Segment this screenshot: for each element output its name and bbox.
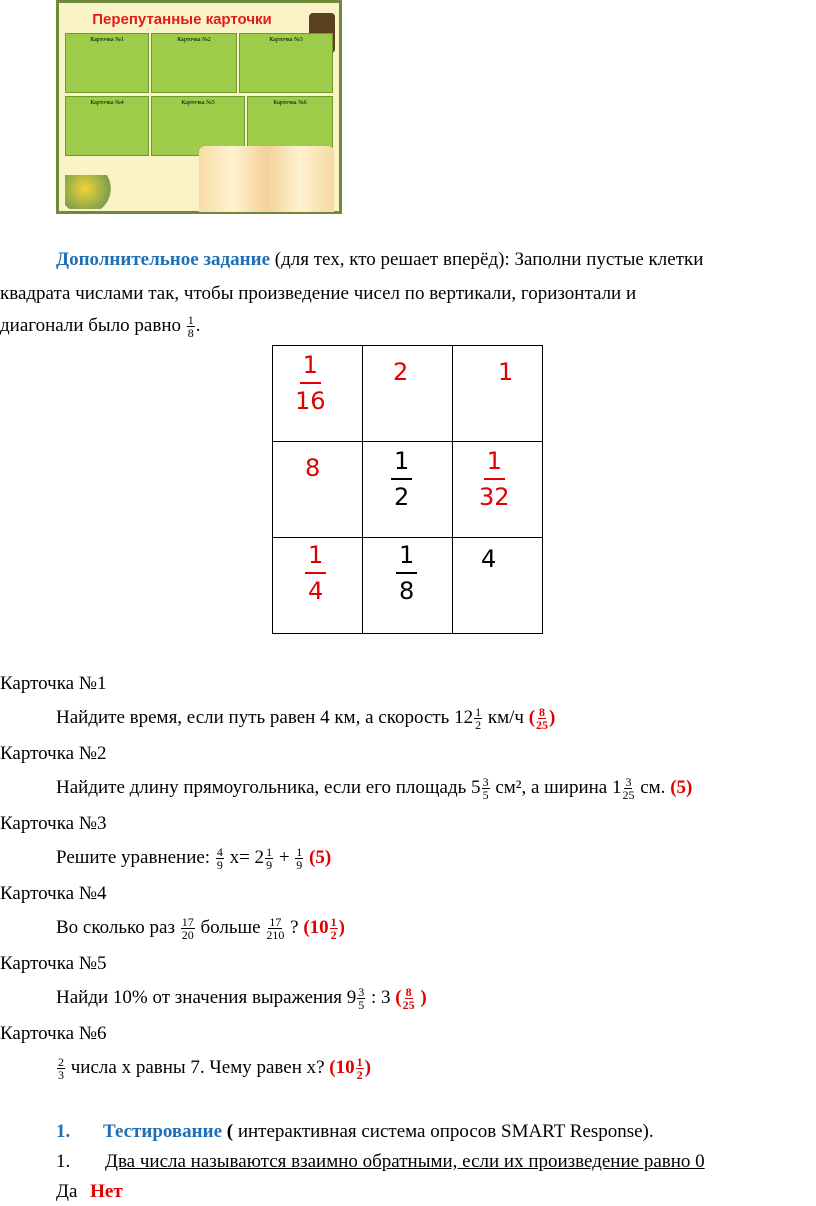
answer: (10 $\frac{1}{2}$ ) xyxy=(303,915,345,943)
card-task: Найдите время, если путь равен 4 км, а скорость 12 $\frac{1}{2}$ км/ч ( $\frac{8}{25}$ ) xyxy=(56,705,556,733)
answer: (5) xyxy=(670,777,693,798)
answer: ( $\frac{8}{25}$ ) xyxy=(528,705,556,733)
cell-value: 2 xyxy=(393,358,409,386)
extra-task-heading: Дополнительное задание xyxy=(56,249,271,270)
image-card-5: Карточка №5 xyxy=(151,96,245,156)
fraction: $\frac{1}{2}$ xyxy=(330,915,337,943)
cell-fraction: $\frac{1}{4}$ xyxy=(305,538,326,608)
image-card-6: Карточка №6 xyxy=(247,96,333,148)
card-label: Карточка №1 xyxy=(0,673,107,694)
square-cell xyxy=(453,538,543,634)
question-1 xyxy=(56,1150,705,1174)
fraction: $\frac{1}{2}$ xyxy=(475,705,482,733)
cell-fraction: $\frac{1}{16}$ xyxy=(295,348,326,418)
cell-value: 8 xyxy=(305,454,321,482)
fraction: $\frac{17}{210}$ xyxy=(266,915,285,943)
square-cell xyxy=(273,538,363,634)
square-cell xyxy=(363,346,453,442)
curtain-image xyxy=(199,146,334,212)
cell-fraction: $\frac{1}{8}$ xyxy=(396,538,417,608)
fraction: $\frac{3}{5}$ xyxy=(482,775,489,803)
square-cell xyxy=(453,442,543,538)
extra-task-line-2: квадрата числами так, чтобы произведение чисел по вертикали, горизонтали и xyxy=(0,283,637,304)
fraction: $\frac{1}{2}$ xyxy=(356,1055,363,1083)
answer: ( $\frac{8}{25}$ ) xyxy=(395,985,427,1013)
magic-square xyxy=(272,345,543,634)
square-cell xyxy=(363,442,453,538)
image-card-2: Карточка №2 xyxy=(151,33,237,93)
extra-task-line-3: диагонали было равно $\frac{1}{8}$ . xyxy=(0,313,201,341)
option-no-answer: Нет xyxy=(90,1181,123,1202)
card-label: Карточка №3 xyxy=(0,813,107,834)
card-label: Карточка №5 xyxy=(0,953,107,974)
card-task: $\frac{2}{3}$ числа x равны 7. Чему равен x? (10 $\frac{1}{2}$ ) xyxy=(58,1055,371,1083)
cell-fraction: $\frac{1}{2}$ xyxy=(391,444,412,514)
testing-heading: Тестирование xyxy=(103,1121,223,1142)
decoration-image xyxy=(65,175,115,209)
fraction: $\frac{17}{20}$ xyxy=(181,915,194,943)
image-card-1: Карточка №1 xyxy=(65,33,149,93)
square-cell xyxy=(363,538,453,634)
answer-options xyxy=(56,1180,123,1204)
card-task: Во сколько раз $\frac{17}{20}$ больше $\frac{17}{210}$ ? (10 $\frac{1}{2}$ ) xyxy=(56,915,345,943)
square-cell xyxy=(273,442,363,538)
card-label: Карточка №4 xyxy=(0,883,107,904)
option-yes: Да xyxy=(56,1181,78,1202)
card-label: Карточка №2 xyxy=(0,743,107,764)
fraction: $\frac{3}{5}$ xyxy=(358,985,365,1013)
card-task: Решите уравнение: $\frac{4}{9}$ x= 2 $\frac{1}{9}$ + $\frac{1}{9}$ (5) xyxy=(56,845,332,873)
text: диагонали было равно xyxy=(0,315,181,336)
cell-value: 4 xyxy=(481,545,497,573)
fraction: $\frac{4}{9}$ xyxy=(216,845,223,873)
card-task: Найди 10% от значения выражения 9 $\frac{3}{5}$ : 3 ( $\frac{8}{25}$ ) xyxy=(56,985,427,1013)
text: интерактивная система опросов SMART Response). xyxy=(237,1121,654,1142)
cell-fraction: $\frac{1}{32}$ xyxy=(479,444,510,514)
fraction: $\frac{1}{8}$ xyxy=(187,313,194,341)
question-text: Два числа называются взаимно обратными, если их произведение равно 0 xyxy=(105,1151,705,1172)
fraction: $\frac{1}{9}$ xyxy=(266,845,273,873)
extra-task-line-1 xyxy=(56,248,703,272)
square-row xyxy=(273,538,543,634)
cell-value: 1 xyxy=(498,358,514,386)
square-row xyxy=(273,346,543,442)
answer: (5) xyxy=(304,847,332,868)
square-cell xyxy=(273,346,363,442)
card-task: Найдите длину прямоугольника, если его площадь 5 $\frac{3}{5}$ см², а ширина 1 $\frac{3}{25}$ см. (5) xyxy=(56,775,693,803)
square-cell xyxy=(453,346,543,442)
fraction: $\frac{8}{25}$ xyxy=(536,705,549,733)
worksheet-image xyxy=(56,0,342,214)
image-card-4: Карточка №4 xyxy=(65,96,149,156)
fraction: $\frac{2}{3}$ xyxy=(58,1055,64,1083)
question-number: 1. xyxy=(56,1151,71,1172)
card-label: Карточка №6 xyxy=(0,1023,107,1044)
fraction: $\frac{3}{25}$ xyxy=(622,775,635,803)
testing-heading-line: 1. Тестирование ( интерактивная система опросов SMART Response). xyxy=(56,1121,654,1142)
answer: (10 $\frac{1}{2}$ ) xyxy=(329,1055,371,1083)
image-title: Перепутанные карточки xyxy=(92,11,272,28)
square-row xyxy=(273,442,543,538)
section-number: 1. xyxy=(56,1121,71,1142)
fraction: $\frac{8}{25}$ xyxy=(402,985,415,1013)
fraction: $\frac{1}{9}$ xyxy=(296,845,303,873)
text: (для тех, кто решает вперёд): Заполни пустые клетки xyxy=(270,249,704,270)
image-card-3: Карточка №3 xyxy=(239,33,333,93)
